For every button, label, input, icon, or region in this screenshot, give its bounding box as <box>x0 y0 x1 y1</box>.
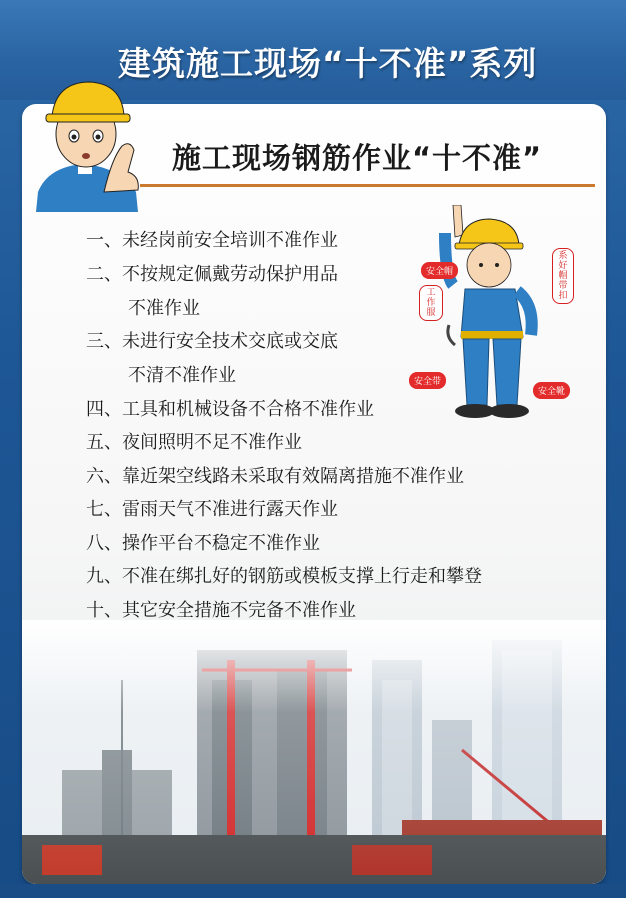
rule-text: 其它安全措施不完备不准作业 <box>122 599 356 621</box>
city-construction-scene <box>22 620 606 884</box>
rule-text: 雷雨天气不准进行露天作业 <box>122 499 338 520</box>
rule-number: 一、 <box>86 230 122 251</box>
tag-clothes: 工作服 <box>419 285 443 321</box>
rule-item <box>86 466 482 488</box>
rule-text: 未进行安全技术交底或交底 <box>122 331 338 352</box>
section-title: 施工现场钢筋作业“十不准” <box>172 141 543 175</box>
tag-belt: 安全带 <box>409 372 446 389</box>
tag-helmet: 安全帽 <box>421 262 458 279</box>
rule-text: 夜间照明不足不准作业 <box>122 432 302 453</box>
rule-number: 二、 <box>86 263 122 285</box>
rule-item <box>86 499 482 521</box>
rule-item <box>86 533 482 555</box>
rule-number: 十、 <box>86 599 122 621</box>
rule-number: 三、 <box>86 331 122 352</box>
rules-list <box>86 230 482 633</box>
rule-item <box>86 264 482 320</box>
rule-item <box>86 230 482 252</box>
rule-item <box>86 566 482 588</box>
poster-title: 建筑施工现场“十不准”系列 <box>118 44 538 83</box>
rule-text-continued: 不清不准作业 <box>128 365 236 386</box>
title-divider <box>140 184 595 187</box>
rule-number: 七、 <box>86 499 122 520</box>
rule-number: 八、 <box>86 532 122 554</box>
rule-item <box>86 399 482 421</box>
rule-text: 不按规定佩戴劳动保护用品 <box>122 263 338 285</box>
worker-pointing-icon <box>28 72 158 212</box>
rule-text: 靠近架空线路未采取有效隔离措施不准作业 <box>122 465 464 487</box>
rule-text: 不准在绑扎好的钢筋或模板支撑上行走和攀登 <box>122 566 482 587</box>
rule-number: 五、 <box>86 432 122 453</box>
rule-text: 工具和机械设备不合格不准作业 <box>122 398 374 420</box>
rule-number: 六、 <box>86 465 122 487</box>
footer-band <box>0 884 626 898</box>
rule-item <box>86 600 482 622</box>
rule-text: 未经岗前安全培训不准作业 <box>122 230 338 251</box>
rule-number: 四、 <box>86 398 122 420</box>
rule-text: 操作平台不稳定不准作业 <box>122 532 320 554</box>
rule-text-continued: 不准作业 <box>128 297 200 319</box>
tag-strap: 系好帽带扣 <box>552 248 574 304</box>
rule-item <box>86 331 482 387</box>
rule-item <box>86 432 482 454</box>
rule-number: 九、 <box>86 566 122 587</box>
tag-shoes: 安全靴 <box>533 382 570 399</box>
